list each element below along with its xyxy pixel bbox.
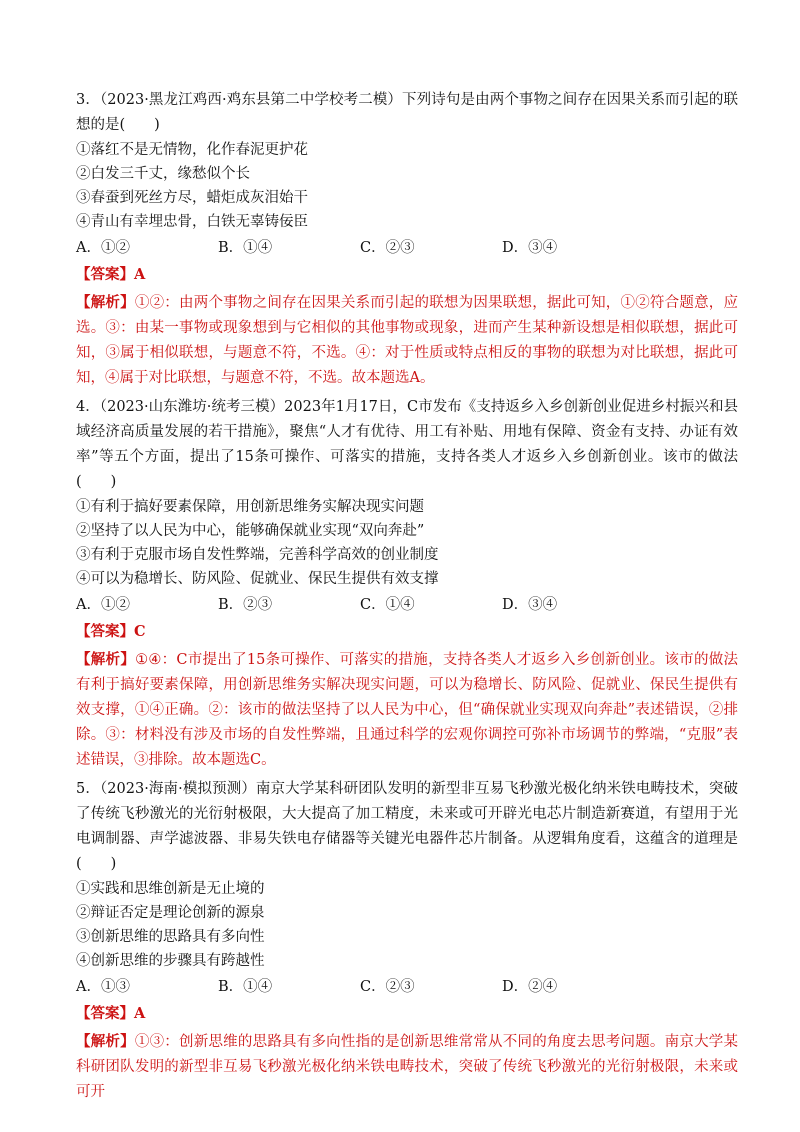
question-stem: 4．（2023·山东潍坊·统考三模）2023年1月17日，C市发布《支持返乡入乡创新创业促进乡村振兴和县域经济高质量发展的若干措施》，聚焦“人才有优待、用工有补贴、用地有保障、资金有支持、办证有效率”等五个方面，提出了15条可操作、可落实的措施，支持各类人才返乡入乡创新创业。该市的做法( ) [76,399,738,490]
answer-value: A [134,266,146,283]
answer-value: A [134,1005,146,1022]
answer-value: C [134,623,146,640]
option-b: B．①④ [218,979,273,995]
analysis-text: ①④：C市提出了15条可操作、可落实的措施，支持各类人才返乡入乡创新创业。该市的做法有利于搞好要素保障，用创新思维务实解决现实问题，可以为稳增长、防风险、促就业、保民生提供有效支撑，①④正确。②：该市的做法坚持了以人民为中心，但“确保就业实现双向奔赴”表述错误，②排除。③：材料没有涉及市场的自发性弊端，且通过科学的宏观你调控可弥补市场调节的弊端，“克服”表述错误，③排除。故本题选C。 [76,652,739,768]
answer-label: 【答案】 [76,266,134,283]
option-a: A．①③ [76,979,130,995]
option-c: C．①④ [360,597,415,613]
analysis-text: ①②：由两个事物之间存在因果关系而引起的联想为因果联想，据此可知，①②符合题意，应选。③：由某一事物或现象想到与它相似的其他事物或现象，进而产生某种新设想是相似联想，据此可知，③属于相似联想，与题意不符，不选。④：对于性质或特点相反的事物的联想为对比联想，据此可知，④属于对比联想，与题意不符，不选。故本题选A。 [76,295,739,386]
option-a: A．①② [76,597,130,613]
statement-item: ②白发三千丈，缘愁似个长 [76,166,250,182]
statement-item: ①落红不是无情物，化作春泥更护花 [76,142,308,158]
answer-options [76,975,738,999]
statement-item: ④青山有幸埋忠骨，白铁无辜铸佞臣 [76,214,308,230]
question-4 [76,395,738,773]
analysis-line [76,290,738,391]
analysis-line [76,1029,738,1105]
answer-label: 【答案】 [76,623,134,640]
answer-options [76,593,738,617]
statement-item: ②坚持了以人民为中心，能够确保就业实现“双向奔赴” [76,523,425,539]
option-c: C．②③ [360,979,415,995]
question-stem: 5．（2023·海南·模拟预测）南京大学某科研团队发明的新型非互易飞秒激光极化纳米铁电畴技术，突破了传统飞秒激光的光衍射极限，大大提高了加工精度，未来或可开辟光电芯片制造新赛道，有望用于光电调制器、声学滤波器、非易失铁电存储器等关键光电器件芯片制备。从逻辑角度看，这蕴含的道理是( ) [76,781,738,872]
answer-label: 【答案】 [76,1005,134,1022]
option-b: B．②③ [218,597,273,613]
question-3 [76,88,738,391]
analysis-text: ①③：创新思维的思路具有多向性指的是创新思维常常从不同的角度去思考问题。南京大学某科研团队发明的新型非互易飞秒激光极化纳米铁电畴技术，突破了传统飞秒激光的光衍射极限，未来或可开 [76,1034,739,1100]
statement-item: ③有利于克服市场自发性弊端，完善科学高效的创业制度 [76,547,439,563]
statement-item: ④可以为稳增长、防风险、促就业、保民生提供有效支撑 [76,571,439,587]
option-a: A．①② [76,240,130,256]
option-d: D．③④ [502,240,558,256]
statement-item: ①实践和思维创新是无止境的 [76,881,265,897]
analysis-label: 【解析】 [76,1033,135,1050]
answer-line [76,1001,738,1027]
analysis-label: 【解析】 [76,651,136,668]
answer-line [76,619,738,645]
analysis-line [76,647,738,773]
question-stem: 3．（2023·黑龙江鸡西·鸡东县第二中学校考二模）下列诗句是由两个事物之间存在因果关系而引起的联想的是( ) [76,92,738,133]
statement-item: ③创新思维的思路具有多向性 [76,929,265,945]
answer-options [76,236,738,260]
statement-item: ②辩证否定是理论创新的源泉 [76,905,265,921]
statement-item: ④创新思维的步骤具有跨越性 [76,953,265,969]
question-5 [76,777,738,1105]
analysis-label: 【解析】 [76,294,135,311]
option-d: D．②④ [502,979,558,995]
option-b: B．①④ [218,240,273,256]
statement-item: ①有利于搞好要素保障，用创新思维务实解决现实问题 [76,499,424,515]
document-page [76,88,738,1109]
statement-item: ③春蚕到死丝方尽，蜡炬成灰泪始干 [76,190,308,206]
option-d: D．③④ [502,597,558,613]
answer-line [76,262,738,288]
option-c: C．②③ [360,240,415,256]
